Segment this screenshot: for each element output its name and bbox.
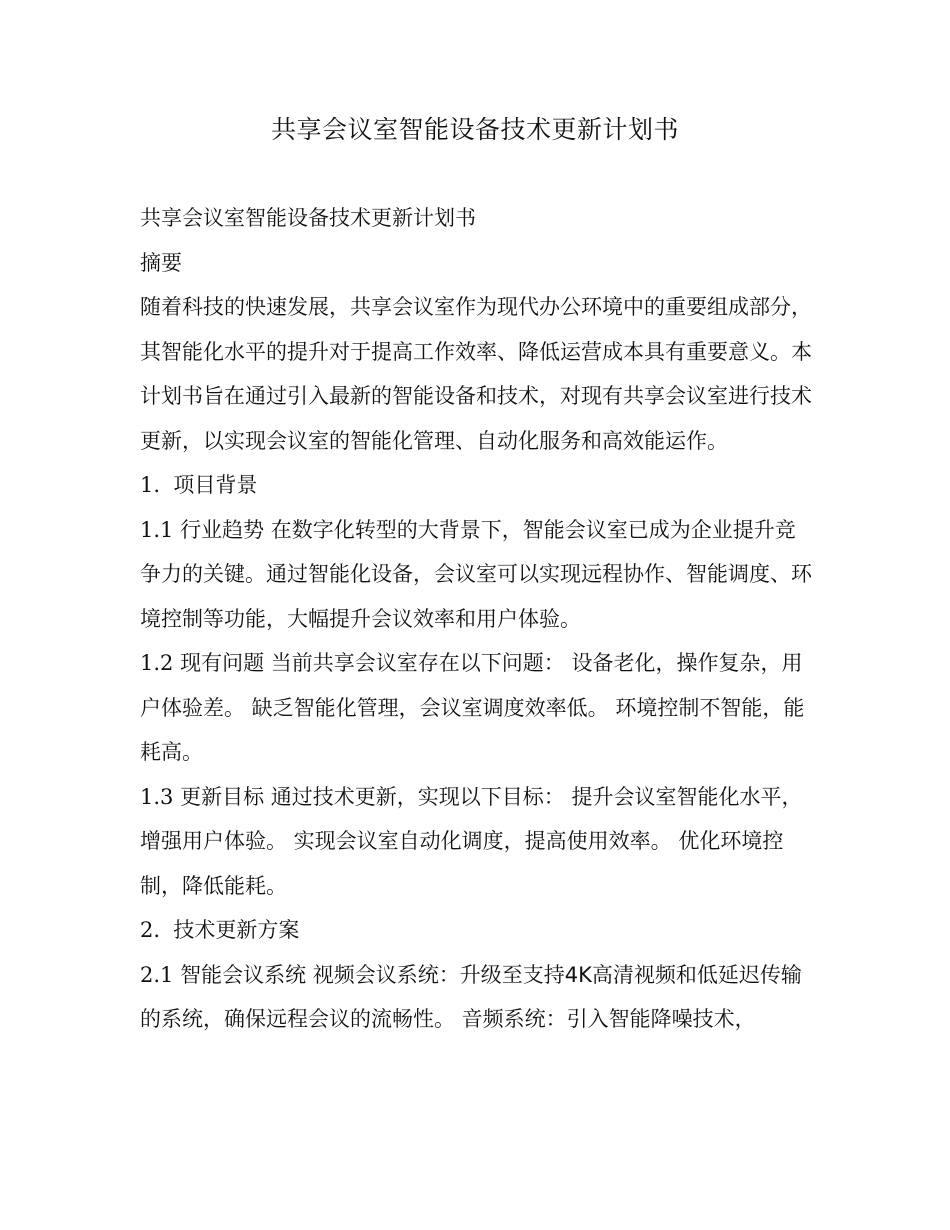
paragraph-text: 智能会议系统 视频会议系统：升级至支持4K高清视频和低延迟传输的系统，确保远程会议的流畅性。 音频系统：引入智能降噪技术， (140, 962, 802, 1031)
paragraph-text: 摘要 (140, 250, 182, 275)
section-number: 1.3 (140, 784, 174, 809)
paragraph-text: 现有问题 当前共享会议室存在以下问题： 设备老化，操作复杂，用户体验差。 缺乏智能化管理，会议室调度效率低。 环境控制不智能，能耗高。 (140, 651, 805, 764)
paragraph-text: 技术更新方案 (173, 918, 300, 942)
paragraph-1-3 (140, 775, 812, 909)
paragraph-text: 随着科技的快速发展，共享会议室作为现代办公环境中的重要组成部分，其智能化水平的提升对于提高工作效率、降低运营成本具有重要意义。本计划书旨在通过引入最新的智能设备和技术，对现有共享会议室进行技术更新，以实现会议室的智能化管理、自动化服务和高效能运作。 (140, 295, 812, 453)
section-number: 2.1 (140, 962, 174, 987)
section-heading-2 (140, 908, 812, 953)
section-number: 1.2 (140, 651, 174, 675)
document-title: 共享会议室智能设备技术更新计划书 (270, 115, 679, 144)
section-number: 1.1 (140, 517, 174, 542)
paragraph-text: 更新目标 通过技术更新，实现以下目标： 提升会议室智能化水平，增强用户体验。 实现会议室自动化调度，提高使用效率。 优化环境控制，降低能耗。 (140, 784, 803, 898)
paragraph-abstract (140, 285, 812, 463)
document-body (140, 196, 812, 1042)
paragraph-text: 项目背景 (173, 473, 258, 497)
section-number: 2. (140, 918, 161, 942)
paragraph-abstract-heading (140, 241, 812, 286)
section-number: 1. (140, 473, 161, 497)
paragraph-1-2 (140, 641, 812, 775)
paragraph-heading (140, 196, 812, 241)
paragraph-text: 共享会议室智能设备技术更新计划书 (140, 206, 476, 230)
paragraph-2-1 (140, 953, 812, 1042)
paragraph-1-1 (140, 508, 812, 642)
section-heading-1 (140, 463, 812, 508)
paragraph-text: 行业趋势 在数字化转型的大背景下，智能会议室已成为企业提升竞争力的关键。通过智能化设备，会议室可以实现远程协作、智能调度、环境控制等功能，大幅提升会议效率和用户体验。 (140, 517, 812, 631)
